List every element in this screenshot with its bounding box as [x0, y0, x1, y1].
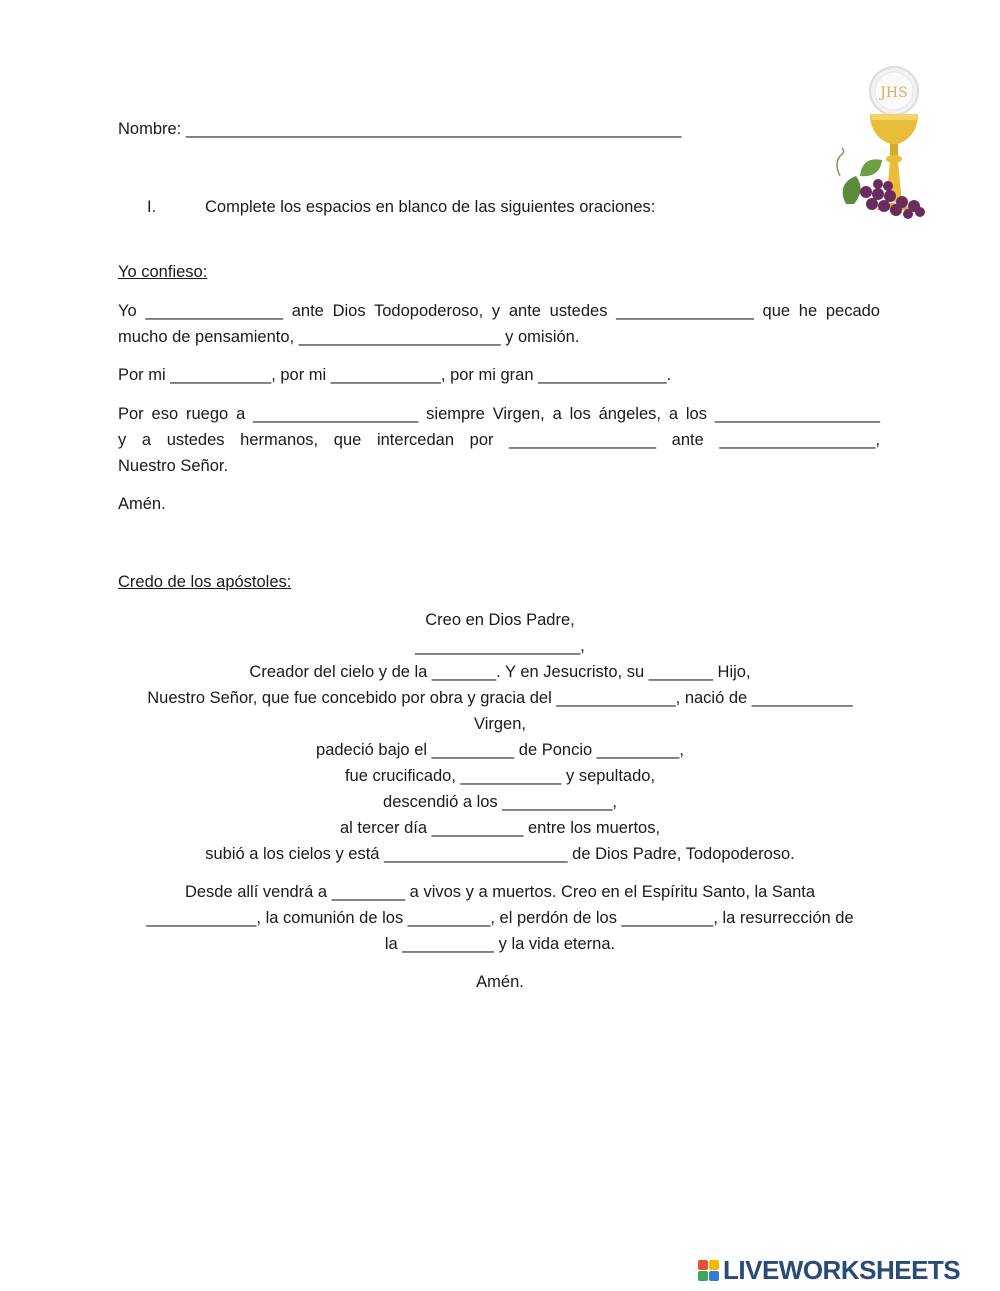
credo-line: Creo en Dios Padre,: [425, 611, 575, 629]
confieso-amen: Amén.: [118, 495, 166, 513]
confieso-line-1: Yo _______________ ante Dios Todopoderoso, y ante ustedes _______________ que he pecado: [118, 302, 880, 320]
credo-line: subió a los cielos y está ____________________ de Dios Padre, Todopoderoso.: [205, 845, 795, 863]
logo-square: [709, 1271, 719, 1281]
logo-square: [698, 1271, 708, 1281]
name-line: Nombre: ______________________________________________________: [118, 120, 682, 138]
credo-p2-line: la __________ y la vida eterna.: [384, 935, 616, 953]
confieso-por-mi: Por mi ___________, por mi ____________, por mi gran ______________.: [118, 366, 672, 384]
logo-square: [709, 1260, 719, 1270]
confieso-ruego-line-2: y a ustedes hermanos, que intercedan por ________________ ante _________________,: [118, 431, 880, 449]
logo-square: [698, 1260, 708, 1270]
confieso-line-2: mucho de pensamiento, ______________________ y omisión.: [118, 328, 580, 346]
section-title-credo: Credo de los apóstoles:: [118, 573, 292, 591]
credo-line: al tercer día __________ entre los muertos,: [339, 819, 661, 837]
credo-p2-line: ____________, la comunión de los _________, el perdón de los __________, la resurrección de: [146, 909, 854, 927]
credo-p2-line: Desde allí vendrá a ________ a vivos y a muertos. Creo en el Espíritu Santo, la Santa: [184, 883, 816, 901]
liveworksheets-logo: [698, 1255, 960, 1285]
instruction-number: I.: [147, 198, 157, 216]
instruction-text: Complete los espacios en blanco de las siguientes oraciones:: [205, 198, 656, 216]
section-title-yo-confieso: Yo confieso:: [118, 263, 208, 281]
logo-mark-icon: [698, 1260, 719, 1281]
credo-line: descendió a los ____________,: [383, 793, 617, 811]
credo-line: padeció bajo el _________ de Poncio _________,: [316, 741, 684, 759]
credo-amen: Amén.: [476, 973, 524, 991]
logo-text: LIVEWORKSHEETS: [723, 1254, 961, 1285]
credo-line: Creador del cielo y de la _______. Y en Jesucristo, su _______ Hijo,: [249, 663, 751, 681]
confieso-ruego-line-3: Nuestro Señor.: [118, 457, 229, 475]
confieso-ruego-line-1: Por eso ruego a __________________ siempre Virgen, a los ángeles, a los __________________: [118, 405, 880, 423]
credo-line: fue crucificado, ___________ y sepultado,: [344, 767, 656, 785]
credo-line: Virgen,: [474, 715, 526, 733]
credo-line: Nuestro Señor, que fue concebido por obra y gracia del _____________, nació de ___________: [147, 689, 853, 707]
host-monogram: JHS: [880, 85, 908, 101]
chalice-icon: [826, 64, 938, 229]
credo-line: __________________,: [415, 637, 585, 655]
